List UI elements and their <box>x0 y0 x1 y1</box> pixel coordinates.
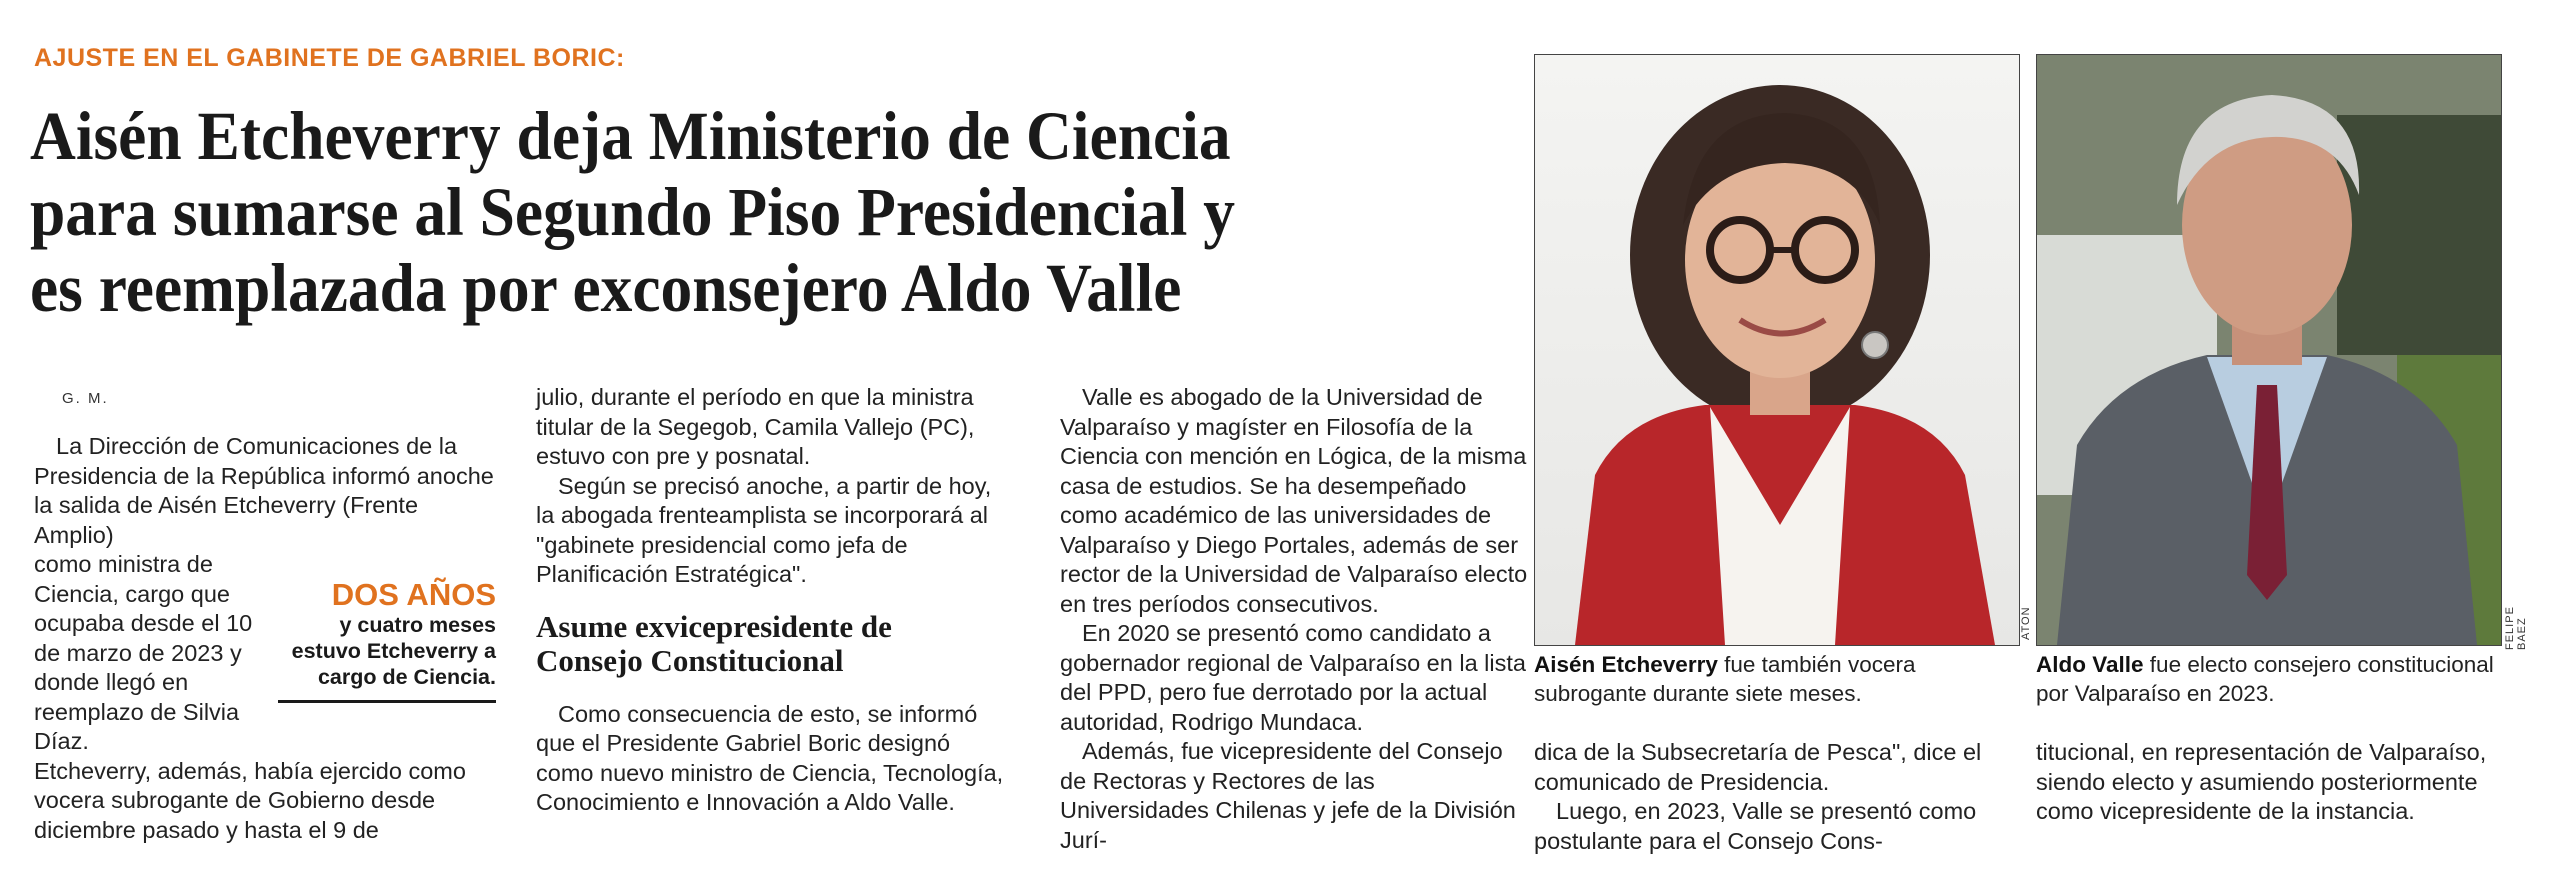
pull-quote-highlight: DOS AÑOS <box>331 577 496 612</box>
paragraph: como ministra de Ciencia, cargo que ocupaba desde el 10 de marzo de 2023 y donde llegó en reemplazo de Silvia Díaz. <box>34 551 253 754</box>
caption-text: fue electo consejero constitucional por Valparaíso en 2023. <box>2036 652 2494 706</box>
photo-etcheverry <box>1534 54 2020 646</box>
headline-line: para sumarse al Segundo Piso Presidencial y <box>30 174 1236 250</box>
photo-credit: ATON <box>2020 606 2032 640</box>
article-column-5 <box>2036 738 2506 827</box>
paragraph: dica de la Subsecretaría de Pesca", dice el comunicado de Presidencia. <box>1534 739 1982 795</box>
photo-caption <box>2036 650 2506 708</box>
paragraph: titucional, en representación de Valparaíso, siendo electo y asumiendo posteriormente como vicepresidente de la instancia. <box>2036 739 2487 824</box>
paragraph: Además, fue vicepresidente del Consejo de Rectoras y Rectores de las Universidades Chilenas y jefe de la División Jurí- <box>1060 738 1516 853</box>
article-kicker: AJUSTE EN EL GABINETE DE GABRIEL BORIC: <box>34 44 625 72</box>
caption-name: Aldo Valle <box>2036 652 2144 677</box>
photo-valle <box>2036 54 2502 646</box>
photo-credit: FELIPE BAEZ <box>2504 606 2528 650</box>
caption-text: fue también vocera subrogante durante siete meses. <box>1534 652 1916 706</box>
article-column-4 <box>1534 738 2018 856</box>
paragraph: La Dirección de Comunicaciones de la Presidencia de la República informó anoche la salida de Aisén Etcheverry (Frente Amplio) <box>34 433 494 548</box>
headline-line: es reemplazada por exconsejero Aldo Valle <box>30 250 1182 326</box>
photo-caption <box>1534 650 2018 708</box>
article-column-3 <box>1060 383 1530 855</box>
article-column-2 <box>536 383 1006 818</box>
pull-quote <box>278 578 496 703</box>
caption-name: Aisén Etcheverry <box>1534 652 1718 677</box>
portrait-illustration <box>1535 55 2019 645</box>
paragraph: Luego, en 2023, Valle se presentó como postulante para el Consejo Cons- <box>1534 798 1977 854</box>
paragraph: Etcheverry, además, había ejercido como vocera subrogante de Gobierno desde diciembre pasado y hasta el 9 de <box>34 757 466 843</box>
paragraph: Valle es abogado de la Universidad de Valparaíso y magíster en Filosofía de la Ciencia con mención en Lógica, de la misma casa de estudios. Se ha desempeñado como académico de las universidades de Valparaíso y Diego Portales, además de ser rector de la Universidad de Valparaíso electo en tres períodos consecutivos. <box>1060 384 1528 617</box>
headline-line: Aisén Etcheverry deja Ministerio de Ciencia <box>30 98 1231 174</box>
pull-quote-text: y cuatro meses estuvo Etcheverry a cargo de Ciencia. <box>291 613 496 689</box>
article-subhead: Asume exvicepresidente de Consejo Constitucional <box>536 608 892 678</box>
paragraph: Según se precisó anoche, a partir de hoy, la abogada frenteamplista se incorporará al "gabinete presidencial como jefa de Planificación Estratégica". <box>536 472 992 587</box>
portrait-illustration <box>2037 55 2501 645</box>
article-headline <box>30 98 1392 326</box>
paragraph: julio, durante el período en que la ministra titular de la Segegob, Camila Vallejo (PC), estuvo con pre y posnatal. <box>536 384 975 469</box>
paragraph: Como consecuencia de esto, se informó que el Presidente Gabriel Boric designó como nuevo ministro de Ciencia, Tecnología, Conocimiento e Innovación a Aldo Valle. <box>536 700 1004 815</box>
paragraph: En 2020 se presentó como candidato a gobernador regional de Valparaíso en la lista del PPD, pero fue derrotado por la actual autoridad, Rodrigo Mundaca. <box>1060 620 1526 735</box>
article-byline: G. M. <box>62 390 109 407</box>
